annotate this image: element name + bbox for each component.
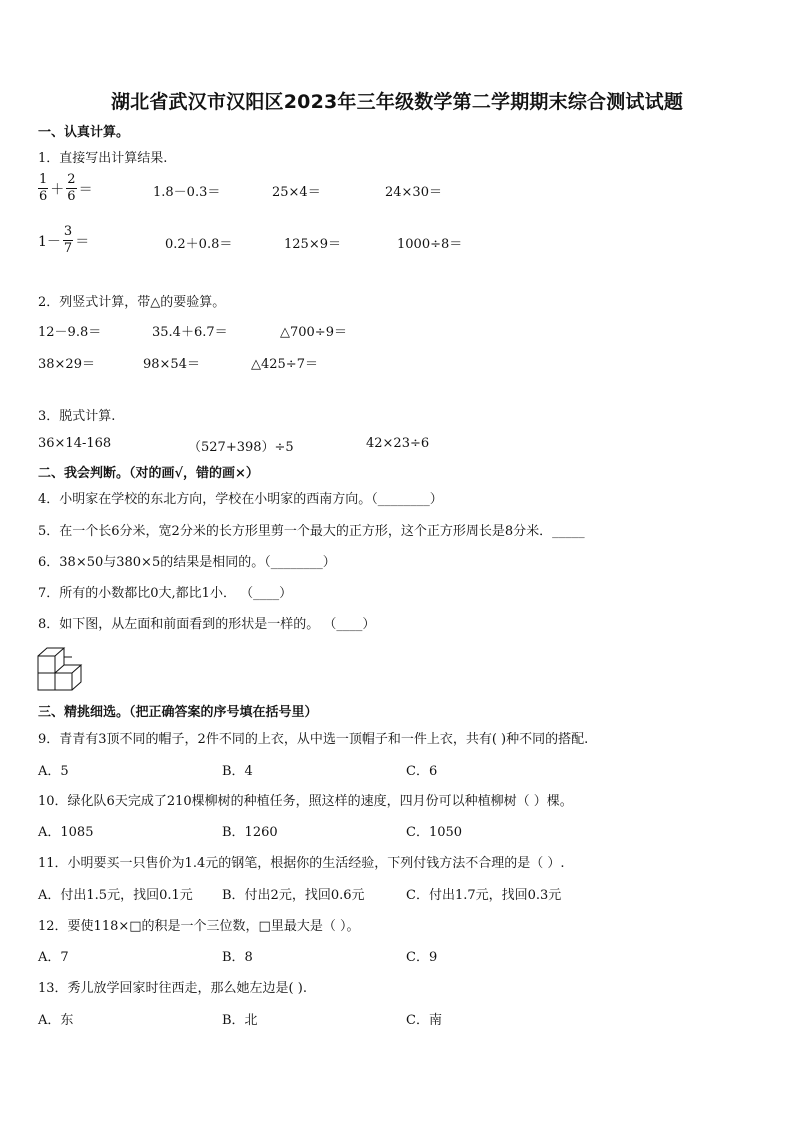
q10-option-a: A．1085 [38, 825, 94, 840]
section-heading-2: 二、我会判断。（对的画√，错的画×） [38, 466, 259, 481]
fraction-3-7 [63, 224, 73, 257]
fraction-2-6 [66, 172, 76, 205]
question-6: 6．38×50与380×5的结果是相同的。（________） [38, 555, 336, 570]
q11-option-c: C．付出1.7元，找回0.3元 [406, 888, 562, 903]
q1-expr-fraction-sub [38, 224, 91, 257]
plus-sign: ＋ [50, 181, 65, 198]
q3-expr-3: 42×23÷6 [366, 436, 430, 451]
q2-expr-3: △700÷9＝ [280, 325, 347, 340]
equals-sign: ＝ [78, 181, 93, 198]
question-1-text: 1．直接写出计算结果. [38, 151, 168, 166]
question-5: 5．在一个长6分米，宽2分米的长方形里剪一个最大的正方形，这个正方形周长是8分米．_____ [38, 524, 585, 539]
q12-option-a: A．7 [38, 950, 69, 965]
q1-expr-fraction-add [38, 172, 95, 205]
question-10: 10．绿化队6天完成了210棵柳树的种植任务，照这样的速度，四月份可以种植柳树（ ）棵。 [38, 794, 573, 809]
q12-option-c: C．9 [406, 950, 438, 965]
numerator: 2 [67, 172, 76, 187]
question-7: 7．所有的小数都比0大,都比1小． （____） [38, 586, 293, 601]
section-heading-1: 一、认真计算。 [38, 125, 130, 140]
q2-expr-1: 12－9.8＝ [38, 325, 102, 340]
q12-option-b: B．8 [222, 950, 253, 965]
question-4: 4．小明家在学校的东北方向，学校在小明家的西南方向。（________） [38, 492, 443, 507]
q1-expr-2: 1.8－0.3＝ [153, 185, 221, 200]
denominator: 6 [67, 189, 76, 204]
denominator: 6 [39, 189, 48, 204]
q1-expr-4: 24×30＝ [385, 185, 442, 200]
question-11: 11．小明要买一只售价为1.4元的钢笔，根据你的生活经验，下列付钱方法不合理的是（ ）. [38, 856, 565, 871]
q13-option-a: A．东 [38, 1013, 74, 1028]
q2-expr-4: 38×29＝ [38, 357, 95, 372]
q2-expr-2: 35.4＋6.7＝ [152, 325, 228, 340]
question-12: 12．要使118×□的积是一个三位数，□里最大是（ ）。 [38, 919, 360, 934]
q11-option-b: B．付出2元，找回0.6元 [222, 888, 365, 903]
q10-option-b: B．1260 [222, 825, 278, 840]
denominator: 7 [63, 241, 73, 256]
q1-expr-7: 125×9＝ [284, 237, 341, 252]
question-8: 8．如下图，从左面和前面看到的形状是一样的。 （____） [38, 617, 376, 632]
q9-option-c: C．6 [406, 764, 438, 779]
q11-option-a: A．付出1.5元，找回0.1元 [38, 888, 193, 903]
q1-expr-8: 1000÷8＝ [397, 237, 463, 252]
q9-option-a: A．5 [38, 764, 69, 779]
question-13: 13．秀儿放学回家时往西走，那么她左边是( ). [38, 981, 307, 996]
q3-expr-1: 36×14-168 [38, 436, 112, 451]
q1-expr-6: 0.2＋0.8＝ [165, 237, 233, 252]
question-2-text: 2．列竖式计算，带△的要验算。 [38, 295, 226, 310]
numerator: 1 [39, 172, 48, 187]
q1-expr-3: 25×4＝ [272, 185, 321, 200]
section-heading-3: 三、精挑细选。（把正确答案的序号填在括号里） [38, 705, 318, 720]
fraction-1-6 [38, 172, 48, 205]
q13-option-c: C．南 [406, 1013, 442, 1028]
q2-expr-5: 98×54＝ [143, 357, 200, 372]
question-9: 9．青青有3顶不同的帽子，2件不同的上衣，从中选一顶帽子和一件上衣，共有( )种不同的搭配. [38, 732, 589, 747]
cube-stack-figure [36, 643, 88, 693]
q3-expr-2: （527+398）÷5 [188, 440, 294, 455]
q9-option-b: B．4 [222, 764, 253, 779]
numerator: 3 [63, 224, 73, 239]
q10-option-c: C．1050 [406, 825, 463, 840]
q13-option-b: B．北 [222, 1013, 258, 1028]
equals-sign: ＝ [75, 233, 90, 250]
lead-text: 1－ [38, 233, 61, 250]
page-title: 湖北省武汉市汉阳区2023年三年级数学第二学期期末综合测试试题 [110, 91, 684, 113]
q2-expr-6: △425÷7＝ [251, 357, 318, 372]
question-3-text: 3．脱式计算. [38, 409, 116, 424]
